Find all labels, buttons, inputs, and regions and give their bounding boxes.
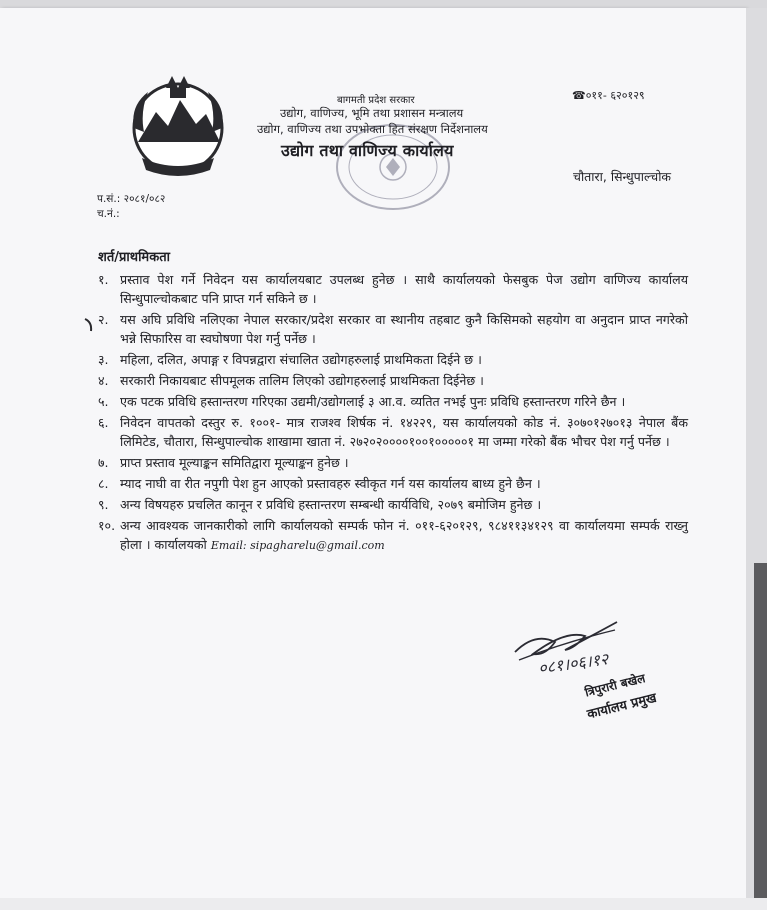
officer-title: कार्यालय प्रमुख xyxy=(585,690,659,723)
directorate-name: उद्योग, वाणिज्य तथा उपभोक्ता हित संरक्षण निर्देशनालय xyxy=(257,122,488,136)
province-government: बागमती प्रदेश सरकार xyxy=(337,95,415,106)
list-item: १०. अन्य आवश्यक जानकारीको लागि कार्यालयको सम्पर्क फोन नं. ०११-६२०१२९, ९८४११३४१२९ वा कार्यालयमा सम्पर्क राख्नु होला । कार्यालयको Email: sipagharelu@gmail.com xyxy=(98,518,688,552)
contact-email: Email: sipagharelu@gmail.com xyxy=(210,539,385,552)
list-item: १. प्रस्ताव पेश गर्ने निवेदन यस कार्यालयबाट उपलब्ध हुनेछ । साथै कार्यालयको फेसबुक पेज उद्योग वाणिज्य कार्यालय सिन्धुपाल्चोकबाट पनि प्राप्त गर्न सकिने छ । xyxy=(98,272,688,306)
office-location: चौतारा, सिन्धुपाल्चोक xyxy=(573,169,672,184)
nepal-emblem-icon xyxy=(118,70,238,180)
phone-number: ☎०११- ६२०१२९ xyxy=(572,89,645,102)
list-item: ८. म्याद नाघी वा रीत नपुगी पेश हुन आएको प्रस्तावहरु स्वीकृत गर्न यस कार्यालय बाध्य हुने छैन । xyxy=(98,476,541,491)
section-title: शर्त/प्राथमिकता xyxy=(98,250,170,265)
right-edge xyxy=(746,8,767,898)
ministry-name: उद्योग, वाणिज्य, भूमि तथा प्रशासन मन्त्रालय xyxy=(280,106,464,120)
signature-date: ०८१।०६।१२ xyxy=(537,649,610,678)
list-item: ७. प्राप्त प्रस्ताव मूल्याङ्कन समितिद्वारा मूल्याङ्कन हुनेछ । xyxy=(98,455,349,470)
list-item: ५. एक पटक प्रविधि हस्तान्तरण गरिएका उद्यमी/उद्योगलाई ३ आ.व. व्यतित नभई पुनः प्रविधि हस्तान्तरण गरिने छैन । xyxy=(98,394,626,409)
pen-mark-icon xyxy=(84,318,94,332)
dispatch-number: च.नं.: xyxy=(97,208,120,220)
list-item: ३. महिला, दलित, अपाङ्ग र विपन्नद्वारा संचालित उद्योगहरुलाई प्राथमिकता दिईने छ । xyxy=(98,352,482,367)
conditions-list xyxy=(98,270,688,557)
list-item: ४. सरकारी निकायबाट सीपमूलक तालिम लिएको उद्योगहरुलाई प्राथमिकता दिईनेछ । xyxy=(98,373,484,388)
list-item: ९. अन्य विषयहरु प्रचलित कानून र प्रविधि हस्तान्तरण सम्बन्धी कार्यविधि, २०७९ बमोजिम हुनेछ । xyxy=(98,497,542,512)
top-bar xyxy=(0,0,767,8)
office-name: उद्योग तथा वाणिज्य कार्यालय xyxy=(281,141,454,160)
document-page xyxy=(0,8,746,898)
bottom-bar xyxy=(0,898,767,910)
officer-name: त्रिपुरारी बखेल xyxy=(583,671,647,700)
list-item: ६. निवेदन वापतको दस्तुर रु. १००१- मात्र राजश्व शिर्षक नं. १४२२९, यस कार्यालयको कोड नं. ३०७०१२७०१३ नेपाल बैंक लिमिटेड, चौतारा, सिन्धुपाल्चोक शाखामा खाता नं. २७२०२००००१००१०००००१ मा जम्मा गरेको बैंक भौचर पेश गर्नु पर्नेछ । xyxy=(98,415,688,449)
list-item: २. यस अघि प्रविधि नलिएका नेपाल सरकार/प्रदेश सरकार वा स्थानीय तहबाट कुनै किसिमको सहयोग वा अनुदान प्राप्त नगरेको भन्ने सिफारिस वा स्वघोषणा पेश गर्नु पर्नेछ । xyxy=(98,312,688,346)
reference-number: प.सं.: २०८१/०८२ xyxy=(97,193,166,205)
